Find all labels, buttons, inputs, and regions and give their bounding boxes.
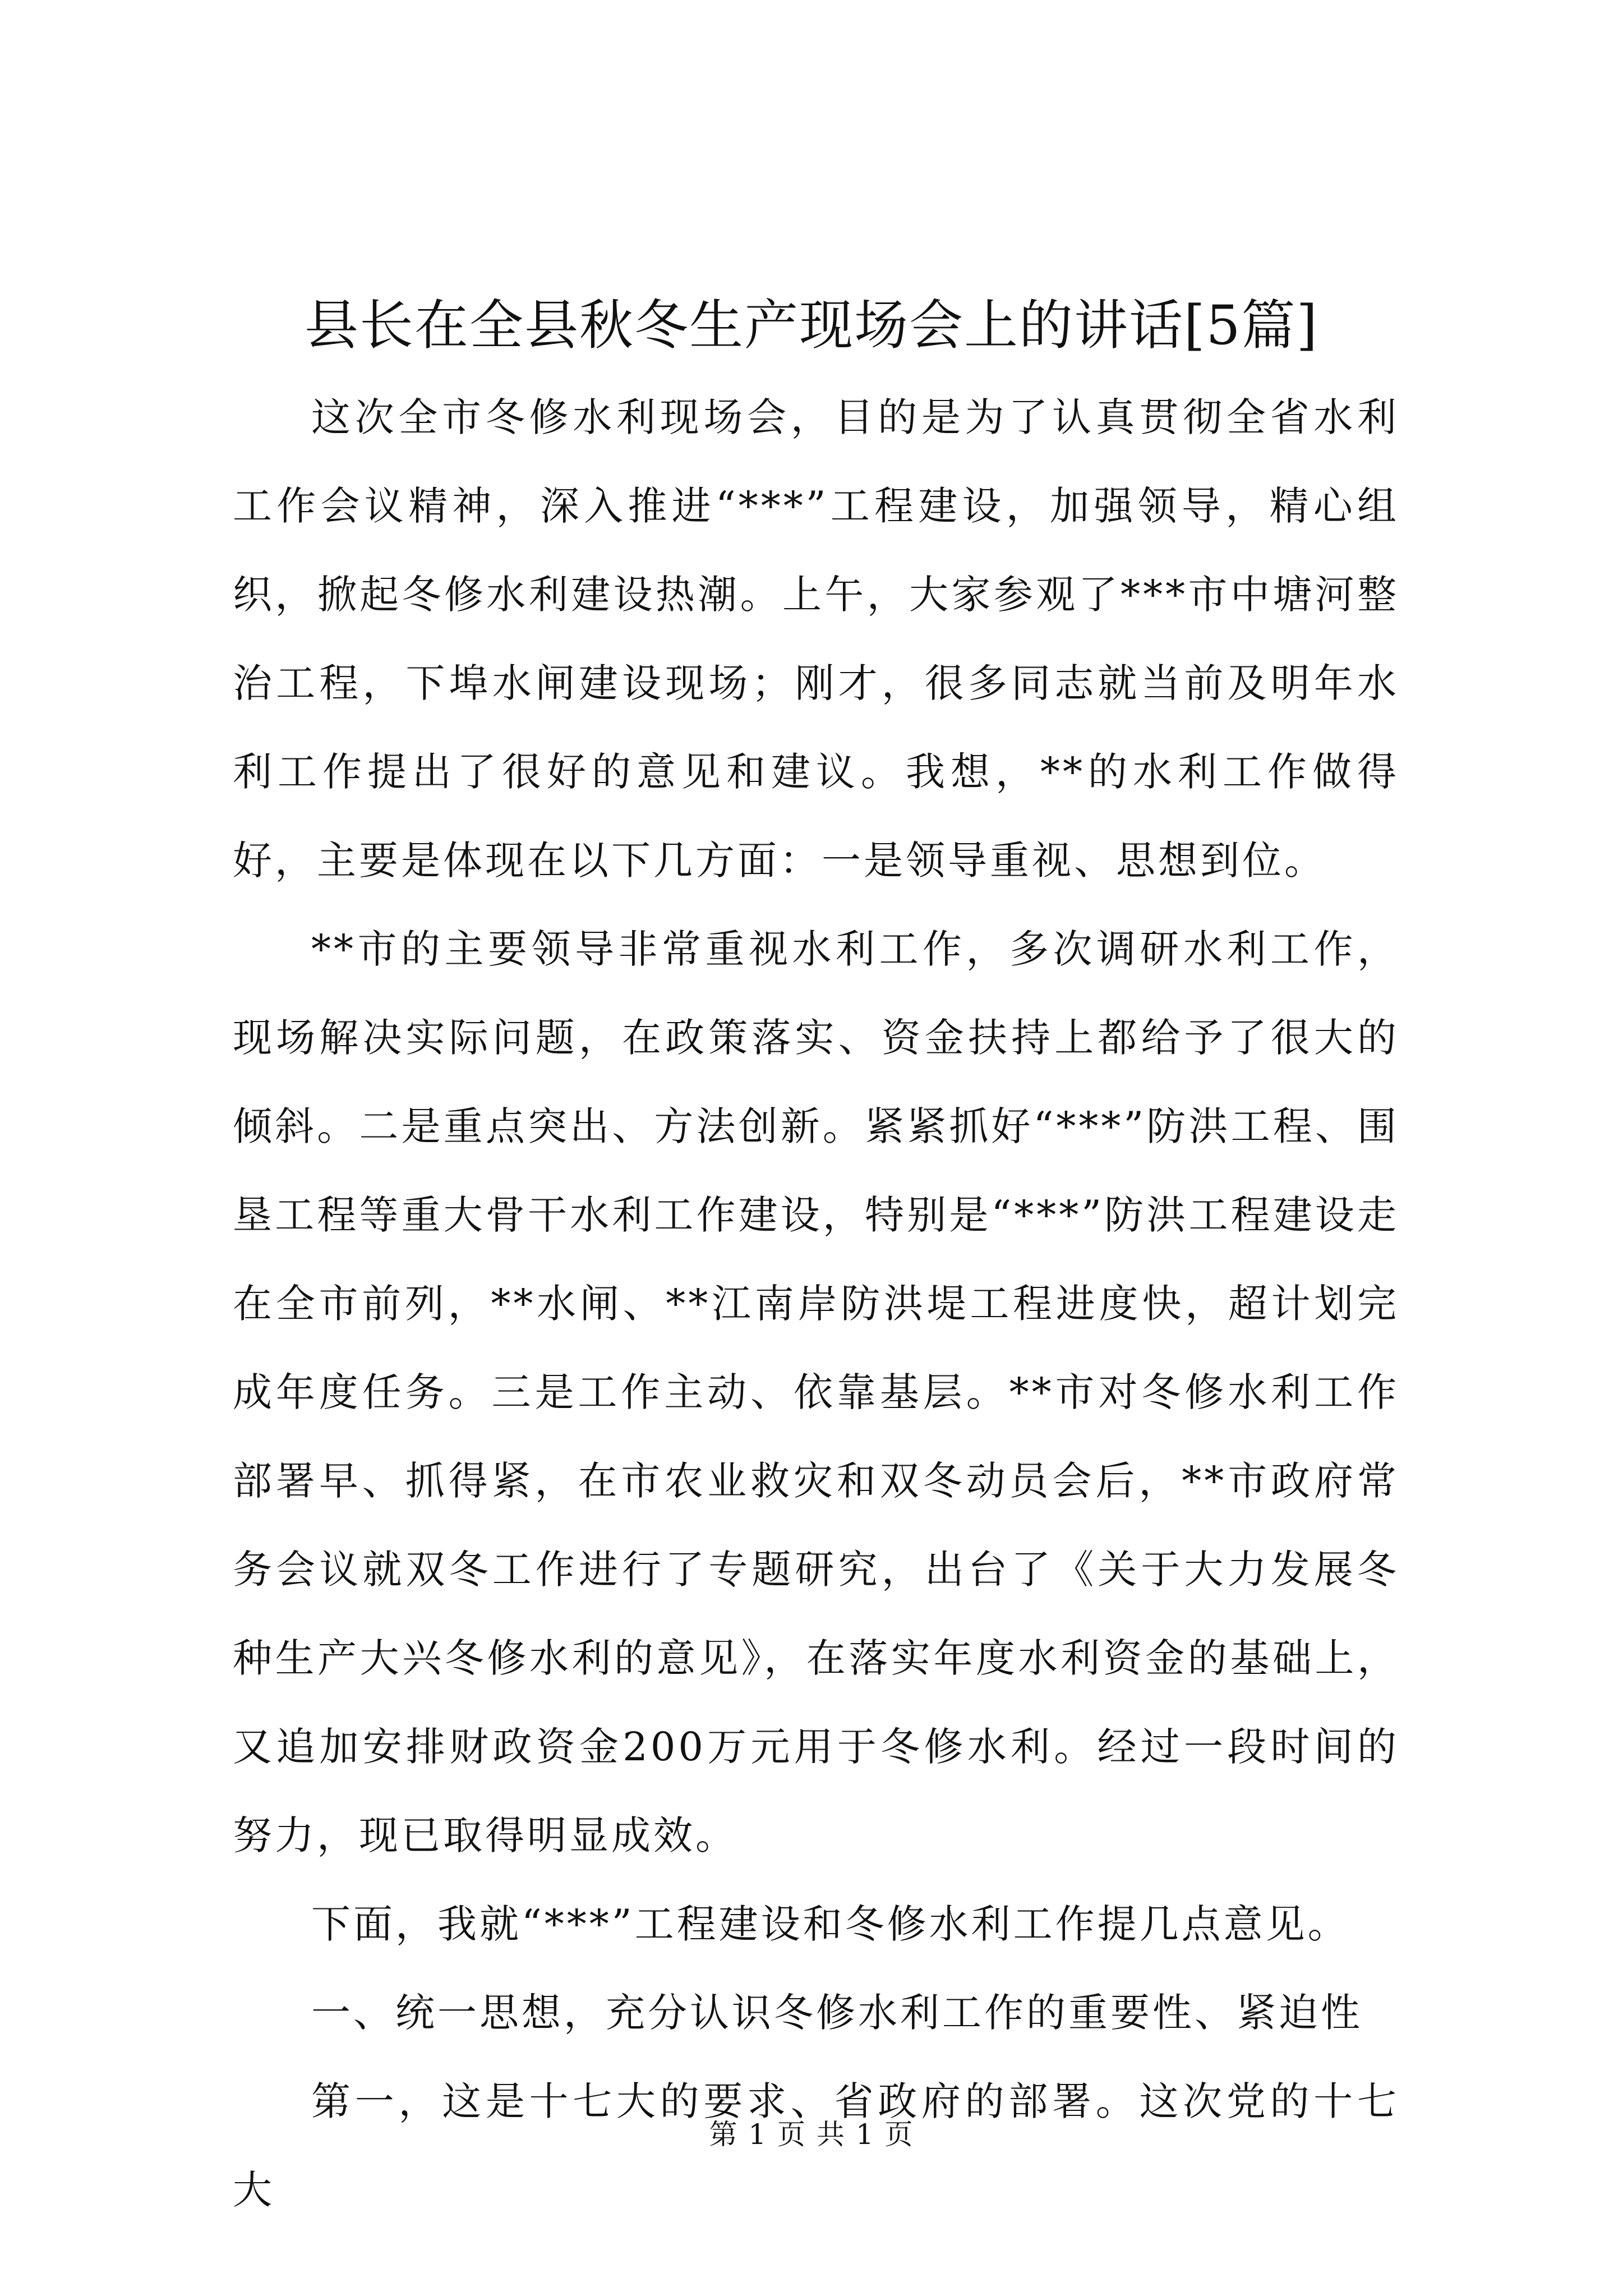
paragraph-4: 第一，这是十七大的要求、省政府的部署。这次党的十七大: [233, 2078, 1399, 2213]
paragraph-2: **市的主要领导非常重视水利工作，多次调研水利工作，现场解决实际问题，在政策落实、资金扶持上都给予了很大的倾斜。二是重点突出、方法创新。紧紧抓好“***”防洪工程、围垦工程等重大骨干水利工作建设，特别是“***”防洪工程建设走在全市前列，**水闸、**江南岸防洪堤工程进度快，超计划完成年度任务。三是工作主动、依靠基层。**市对冬修水利工作部署早、抓得紧，在市农业救灾和双冬动员会后，**市政府常务会议就双冬工作进行了专题研究，出台了《关于大力发展冬种生产大兴冬修水利的意见》，在落实年度水利资金的基础上，又追加安排财政资金200万元用于冬修水利。经过一段时间的努力，现已取得明显成效。: [233, 926, 1399, 1858]
document-title: 县长在全县秋冬生产现场会上的讲话[5篇]: [305, 294, 1318, 357]
paragraph-3: 下面，我就“***”工程建设和冬修水利工作提几点意见。: [311, 1901, 1350, 1947]
page-footer: 第 1 页 共 1 页: [709, 2118, 914, 2151]
document-body: [233, 373, 1399, 2234]
section-heading-1: 一、统一思想，充分认识冬修水利工作的重要性、紧迫性: [311, 1990, 1363, 2036]
paragraph-1: 这次全市冬修水利现场会，目的是为了认真贯彻全省水利工作会议精神，深入推进“***”工程建设，加强领导，精心组织，掀起冬修水利建设热潮。上午，大家参观了***市中塘河整治工程，下埠水闸建设现场；刚才，很多同志就当前及明年水利工作提出了很好的意见和建议。我想，**的水利工作做得好，主要是体现在以下几方面：一是领导重视、思想到位。: [233, 394, 1399, 884]
